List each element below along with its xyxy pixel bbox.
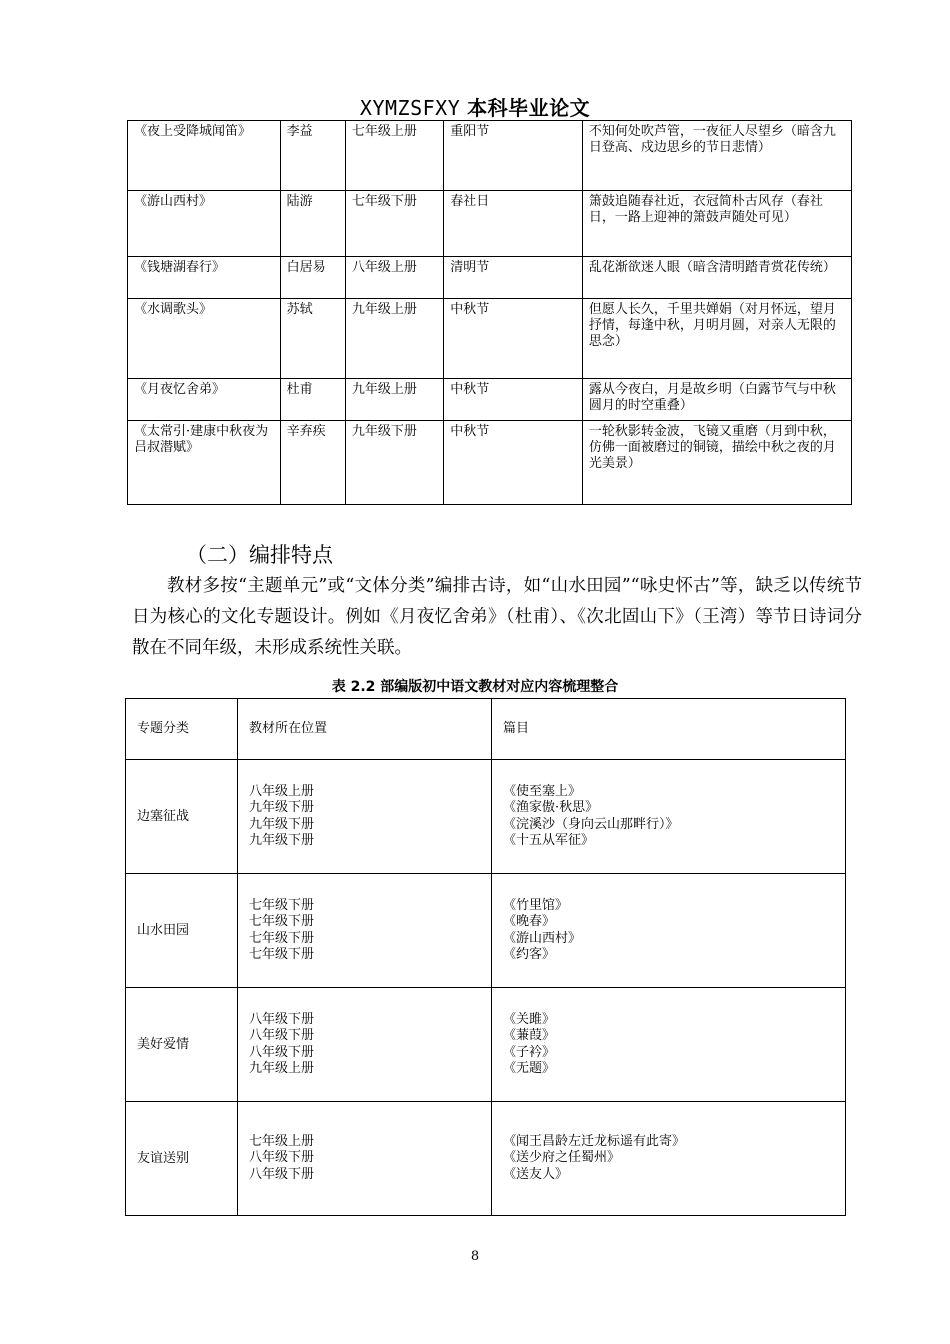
poem-title: 《钱塘湖春行》 <box>128 257 281 299</box>
title-item: 《十五从军征》 <box>503 833 595 848</box>
location-item: 八年级下册 <box>249 1028 315 1043</box>
table-row <box>128 379 852 421</box>
poem-festival: 重阳节 <box>444 121 583 191</box>
table-row <box>128 121 852 191</box>
title-list <box>492 1102 846 1216</box>
poem-note: 一轮秋影转金波，飞镜又重磨（月到中秋，仿佛一面被磨过的铜镜，描绘中秋之夜的月光美景） <box>582 421 851 505</box>
poem-author: 李益 <box>280 121 345 191</box>
poem-note: 乱花渐欲迷人眼（暗含清明踏青赏花传统） <box>582 257 851 299</box>
body-paragraph: 教材多按“主题单元”或“文体分类”编排古诗，如“山水田园”“咏史怀古”等，缺乏以传统节日为核心的文化专题设计。例如《月夜忆舍弟》（杜甫）、《次北固山下》（王湾）等节日诗词分散在不同年级，未形成系统性关联。 <box>132 576 862 658</box>
title-item: 《渔家傲·秋思》 <box>503 800 599 815</box>
table-row <box>128 299 852 379</box>
title-item: 《蒹葭》 <box>503 1028 556 1043</box>
topic-category: 山水田园 <box>126 874 238 988</box>
table-caption: 表 2.2 部编版初中语文教材对应内容梳理整合 <box>331 679 619 695</box>
column-header: 专题分类 <box>126 699 238 760</box>
location-list <box>238 874 492 988</box>
table-row <box>126 1102 846 1216</box>
poem-note: 不知何处吹芦管，一夜征人尽望乡（暗含九日登高、戍边思乡的节日悲情） <box>582 121 851 191</box>
title-item: 《送友人》 <box>503 1166 569 1182</box>
page-header <box>0 92 950 121</box>
poem-note: 露从今夜白，月是故乡明（白露节气与中秋圆月的时空重叠） <box>582 379 851 421</box>
location-item: 八年级下册 <box>249 1011 315 1027</box>
poem-festival: 中秋节 <box>444 299 583 379</box>
location-item: 九年级下册 <box>249 816 315 832</box>
poem-title: 《水调歌头》 <box>128 299 281 379</box>
location-item: 七年级下册 <box>249 897 315 913</box>
poem-author: 白居易 <box>280 257 345 299</box>
poem-grade: 八年级上册 <box>345 257 443 299</box>
location-list <box>238 988 492 1102</box>
title-list <box>492 874 846 988</box>
table-row <box>128 191 852 257</box>
poem-note: 但愿人长久，千里共婵娟（对月怀远，望月抒情，每逢中秋，月明月圆，对亲人无限的思念） <box>582 299 851 379</box>
title-list <box>492 988 846 1102</box>
header-latin: XYMZSFXY <box>359 96 461 120</box>
page-number: 8 <box>470 1249 480 1264</box>
title-item: 《使至塞上》 <box>503 783 582 799</box>
location-item: 九年级上册 <box>249 1061 315 1076</box>
title-item: 《送少府之任蜀州》 <box>503 1150 621 1166</box>
table-row <box>126 988 846 1102</box>
table-row <box>126 760 846 874</box>
header-title: 本科毕业论文 <box>467 96 591 120</box>
location-item: 八年级下册 <box>249 1150 315 1166</box>
location-list <box>238 1102 492 1216</box>
title-item: 《竹里馆》 <box>503 897 569 913</box>
table-row <box>128 257 852 299</box>
poem-festival: 清明节 <box>444 257 583 299</box>
poem-grade: 七年级上册 <box>345 121 443 191</box>
poem-festival: 中秋节 <box>444 379 583 421</box>
title-item: 《游山西村》 <box>503 930 582 946</box>
topic-category: 边塞征战 <box>126 760 238 874</box>
table-row <box>128 421 852 505</box>
title-item: 《闻王昌龄左迁龙标遥有此寄》 <box>503 1133 686 1149</box>
poem-title: 《太常引·建康中秋夜为吕叔潜赋》 <box>128 421 281 505</box>
poem-title: 《游山西村》 <box>128 191 281 257</box>
location-item: 七年级下册 <box>249 914 315 929</box>
location-item: 七年级下册 <box>249 947 315 962</box>
column-header: 篇目 <box>492 699 846 760</box>
title-item: 《浣溪沙（身向云山那畔行）》 <box>503 816 679 832</box>
section-heading: （二）编排特点 <box>186 543 333 567</box>
location-item: 八年级下册 <box>249 1166 315 1182</box>
poem-note: 箫鼓追随春社近，衣冠简朴古风存（春社日，一路上迎神的箫鼓声随处可见） <box>582 191 851 257</box>
location-item: 七年级上册 <box>249 1133 315 1149</box>
poem-author: 辛弃疾 <box>280 421 345 505</box>
title-item: 《约客》 <box>503 947 556 962</box>
poem-grade: 九年级上册 <box>345 299 443 379</box>
poem-festival: 春社日 <box>444 191 583 257</box>
title-item: 《无题》 <box>503 1061 556 1076</box>
poem-grade: 九年级上册 <box>345 379 443 421</box>
poem-festival-table <box>127 120 852 505</box>
location-item: 八年级下册 <box>249 1044 315 1060</box>
location-item: 七年级下册 <box>249 930 315 946</box>
topic-category: 友谊送别 <box>126 1102 238 1216</box>
textbook-topic-table <box>125 698 846 1216</box>
poem-grade: 九年级下册 <box>345 421 443 505</box>
location-item: 九年级下册 <box>249 833 315 848</box>
column-header: 教材所在位置 <box>238 699 492 760</box>
location-item: 八年级上册 <box>249 783 315 799</box>
title-item: 《子衿》 <box>503 1044 556 1060</box>
title-item: 《关雎》 <box>503 1011 556 1027</box>
location-list <box>238 760 492 874</box>
poem-author: 陆游 <box>280 191 345 257</box>
title-item: 《晚春》 <box>503 914 556 929</box>
poem-author: 苏轼 <box>280 299 345 379</box>
poem-festival: 中秋节 <box>444 421 583 505</box>
poem-title: 《月夜忆舍弟》 <box>128 379 281 421</box>
topic-category: 美好爱情 <box>126 988 238 1102</box>
location-item: 九年级下册 <box>249 800 315 815</box>
poem-author: 杜甫 <box>280 379 345 421</box>
poem-title: 《夜上受降城闻笛》 <box>128 121 281 191</box>
table-header-row <box>126 699 846 760</box>
table-row <box>126 874 846 988</box>
title-list <box>492 760 846 874</box>
poem-grade: 七年级下册 <box>345 191 443 257</box>
